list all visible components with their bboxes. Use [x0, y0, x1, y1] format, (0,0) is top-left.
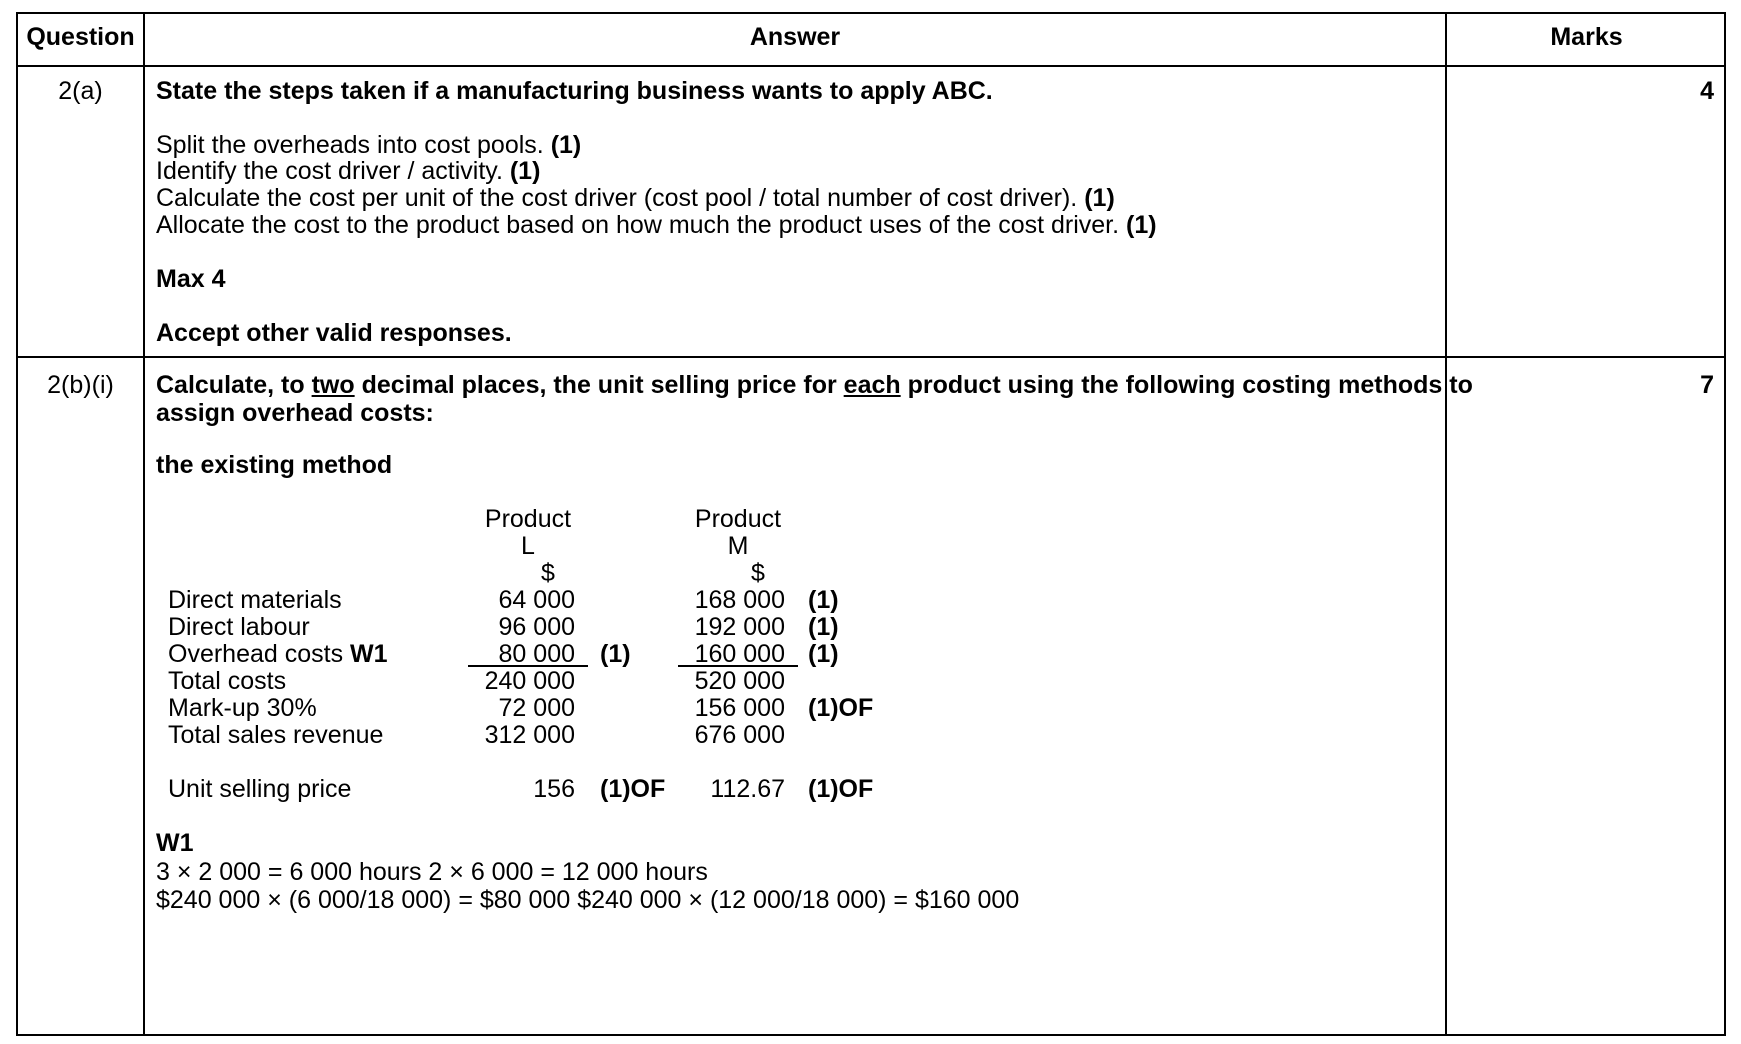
header-divider: [18, 65, 1724, 67]
header-answer: Answer: [749, 23, 841, 51]
row-l-overhead-costs: 80 000: [498, 640, 575, 668]
column-divider-question: [143, 14, 145, 1034]
row-l-direct-materials: 64 000: [498, 586, 575, 614]
row-l-mark-unit-selling-price: (1)OF: [600, 775, 666, 803]
row-m-mark-unit-selling-price: (1)OF: [808, 775, 874, 803]
method-heading: the existing method: [156, 451, 393, 479]
row-label-overhead-costs: Overhead costs W1: [168, 640, 388, 668]
row-m-total-sales-revenue: 676 000: [694, 721, 785, 749]
row-divider: [18, 356, 1724, 358]
col-l-unit: $: [541, 559, 555, 587]
question-number-2a: 2(a): [58, 77, 103, 105]
column-divider-marks: [1445, 14, 1447, 1034]
row-m-mark-direct-labour: (1): [808, 613, 839, 641]
row-label-total-costs: Total costs: [168, 667, 287, 695]
row-l-mark-overhead-costs: (1): [600, 640, 631, 668]
step-3: Calculate the cost per unit of the cost driver (cost pool / total number of cost driver). (1): [156, 184, 1115, 212]
row-label-direct-materials: Direct materials: [168, 586, 342, 614]
col-m-heading: Product: [694, 505, 782, 533]
row-l-unit-selling-price: 156: [533, 775, 575, 803]
working-line-1: 3 × 2 000 = 6 000 hours 2 × 6 000 = 12 000 hours: [156, 858, 708, 886]
row-label-total-sales-revenue: Total sales revenue: [168, 721, 384, 749]
marks-2bi: 7: [1700, 371, 1714, 399]
row-label-direct-labour: Direct labour: [168, 613, 310, 641]
row-m-mark-direct-materials: (1): [808, 586, 839, 614]
row-label-mark-up: Mark-up 30%: [168, 694, 317, 722]
step-4: Allocate the cost to the product based on how much the product uses of the cost driver. (1): [156, 211, 1157, 239]
working-title: W1: [156, 829, 194, 857]
row-l-direct-labour: 96 000: [498, 613, 575, 641]
row-m-mark-mark-up: (1)OF: [808, 694, 874, 722]
col-l-heading: Product: [484, 505, 572, 533]
col-m-unit: $: [751, 559, 765, 587]
row-m-overhead-costs: 160 000: [694, 640, 785, 668]
question-text-2bi-line2: assign overhead costs:: [156, 399, 434, 427]
header-marks: Marks: [1550, 23, 1623, 51]
row-l-total-sales-revenue: 312 000: [484, 721, 575, 749]
row-m-direct-labour: 192 000: [694, 613, 785, 641]
row-m-unit-selling-price: 112.67: [710, 775, 785, 803]
accept-note: Accept other valid responses.: [156, 319, 512, 347]
question-text-2a: State the steps taken if a manufacturing business wants to apply ABC.: [156, 77, 993, 105]
step-1: Split the overheads into cost pools. (1): [156, 131, 582, 159]
row-l-total-costs: 240 000: [484, 667, 575, 695]
row-m-mark-overhead-costs: (1): [808, 640, 839, 668]
marks-2a: 4: [1700, 77, 1714, 105]
row-l-mark-up: 72 000: [498, 694, 575, 722]
question-number-2bi: 2(b)(i): [47, 371, 114, 399]
max-marks-note: Max 4: [156, 265, 226, 293]
question-text-2bi-line1: Calculate, to two decimal places, the unit selling price for each product using the following costing methods to: [156, 371, 1473, 399]
col-l-name: L: [521, 532, 535, 560]
row-m-total-costs: 520 000: [694, 667, 785, 695]
header-question: Question: [26, 23, 135, 51]
row-m-mark-up: 156 000: [694, 694, 785, 722]
step-2: Identify the cost driver / activity. (1): [156, 157, 541, 185]
row-label-unit-selling-price: Unit selling price: [168, 775, 352, 803]
col-m-name: M: [727, 532, 749, 560]
working-line-2: $240 000 × (6 000/18 000) = $80 000 $240 000 × (12 000/18 000) = $160 000: [156, 886, 1020, 914]
row-m-direct-materials: 168 000: [694, 586, 785, 614]
mark-scheme-table: [16, 12, 1726, 1036]
